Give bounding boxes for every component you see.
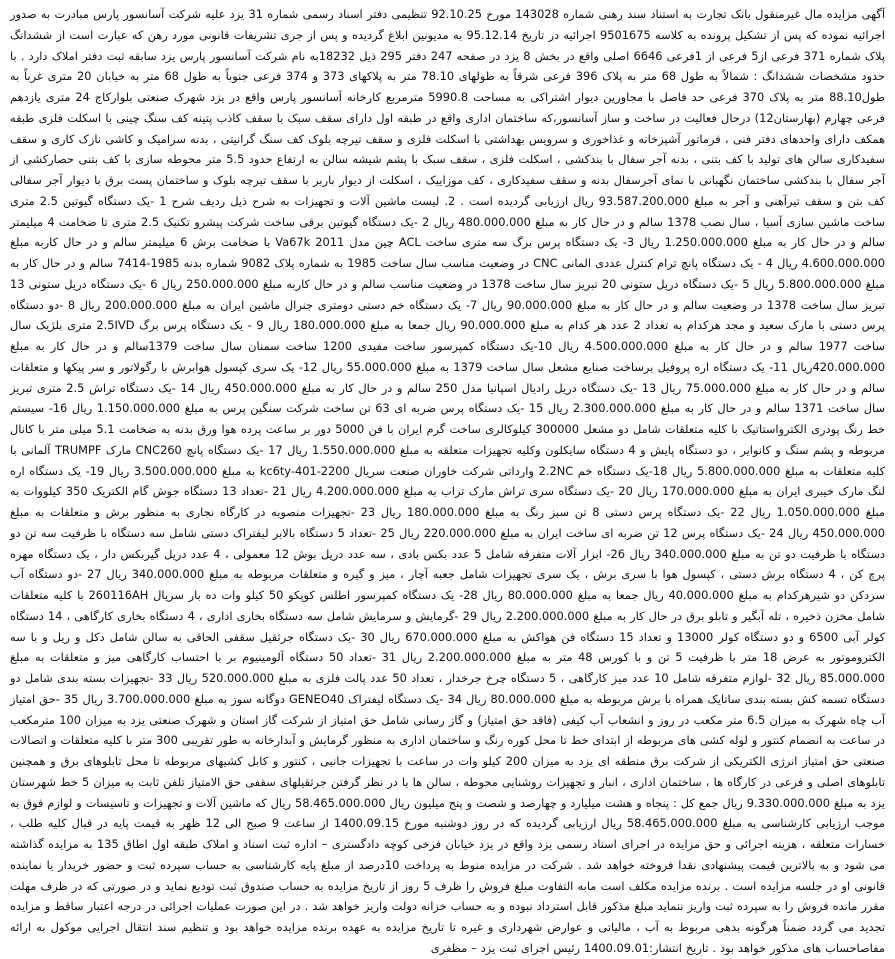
auction-notice-text: آگهی مزایده مال غیرمنقول بانک تجارت به استناد سند رهنی شماره 143028 مورخ 92.10.25 تنظیمی دفتر اسناد رسمی شماره 31 یزد علیه شرکت آسانسور پارس مبادرت به صدور اجرائیه نموده که پس از تشکیل پرونده به کلاسه 9501675 اجرائیه در تاریخ 95.12.14 به مدیونین ابلاغ گردیده و پس از جری تشریفات قانونی مورد رهن که عبارت است از ششدانگ پلاک شماره 371 فرعی از5 فرعی از 1فرعی 6646 اصلی واقع در بخش 8 یزد در صفحه 247 دفتر 295 ذیل 18232به نام شرکت آسانسور پارس یزد سابقه ثبت دفتر املاک دارد . با حدود مشخصات ششدانگ : شمالاً به طول 68 متر به پلاک 396 فرعی شرقاً به طولهای 78.10 متر به پلاکهای 373 و 374 فرعی جنوباً به طول 68 متر به خیابان 20 متری غرباً به طول88.10 متر به پلاک 370 فرعی حد فاصل با مجاورین دیوار اشتراکی به مساحت 5990.8 مترمربع کارخانه آسانسور پارس واقع در یزد شهرک صنعتی بلوارکاج 24 متری یازدهم فرعی چهارم (بهارستان12) درحال فعالیت در ساخت و ساز آسانسور،که ساختمان اداری واقع در طبقه اول دارای سقف سبک با سقف کاذب پتینه کف سنگ چینی با اسکلت فلزی طبقه همکف دارای واحدهای دفتر فنی ، فرماتور آشپزخانه و غذاخوری و سرویس بهداشتی با اسکلت فلزی و سقف تیرچه بلوک کف سنگ گرانیتی ، بدنه سرامیک و کاشی نازک کاری و سقف سفیدکاری سالن های تولید با کف بتنی ، بدنه آجر سفال با بندکشی ، اسکلت فلزی ، سقف سبک با پشم شیشه سالن به ارتفاع حدود 5.5 متر محوطه سازی با کف بتنی حصارکشی از آجر سفال با بندکشی ساختمان نگهبانی با نمای آجرسفال بدنه و سقف سفیدکاری ، کف موزاییک ، اسکلت از دیوار باربر با سقف تیرچه بلوک و ساختمان پست برق با دیوار آجر سفالی کف بتن و سقف تیرآهنی و آجر به مبلغ 93.587.200.000 ریال ارزیابی گردیده است . 2. لیست ماشین آلات و تجهیزات به شرح ذیل ردیف شرح 1 -یک دستگاه گیوتین 2.5 متری ساخت ماشین سازی آسیا ، سال نصب 1378 سالم و در حال کار به مبلغ 480.000.000 ریال 2 -یک دستگاه گیوتین برقی ساخت شرکت پیشرو تکنیک 2.5 متری تا ضخامت 4 میلیمتر سالم و در حال کار به مبلغ 1.250.000.000 ریال 3- یک دستگاه پرس برگ سه متری ساخت ACL چین مدل Va67k 2011 با ضخامت برش 6 میلیمتر سالم و در حال کاربه مبلغ 4.600.000.000 ریال 4 - یک دستگاه پانچ ترام کنترل عددی المانی CNC در وضعیت مناسب سال ساخت 1985 به شماره پلاک 9082 شماره بدنه 1985-7414 سالم و در حال کار به مبلغ 5.800.000.000 ریال 5 -یک دستگاه دریل ستونی 20 تبریز سال ساخت 1378 در وضعیت مناسب سالم و در حال کاربه مبلغ 250.000.000 ریال 6 -یک دستگاه دریل ستونی 13 تبریز سال ساخت 1378 در وضعیت سالم و در حال کار به مبلغ 90.000.000 ریال 7- یک دستگاه خم دستی دومتری جنرال ماشین ایران به مبلغ 200.000.000 ریال 8 -دو دستگاه پرس دستی با مارک سعید و مجد هرکدام به تعداد 2 عدد هر کدام به مبلغ 90.000.000 ریال جمعا به مبلغ 180.000.000 ریال 9 - یک دستگاه پرس برگ 2.5IVD متری بلژیک سال ساخت 1977 سالم و در حال کار به مبلغ 4.500.000.000 ریال 10-یک دستگاه کمپرسور ساخت مفیدی 1200 ساخت سمنان سال ساخت 1379سالم و در حال کار به مبلغ 420.000.000ریال 11- یک دستگاه اره پروفیل برساخت صنایع مشعل سال ساخت 1379 به مبلغ 55.000.000 ریال 12- یک سری کپسول هوابرش با رگولاتور و سر پیکها و متعلقات سالم و در حال کار به مبلغ 75.000.000 ریال 13 -یک دستگاه دریل رادیال اسپانیا مدل 250 سالم و در حال کار به مبلغ 450.000.000 ریال 14 -یک دستگاه تراش 2.5 متری تبریز سال ساخت 1371 سالم و در حال کار به مبلغ 2.300.000.000 ریال 15 -یک دستگاه پرس ضربه ای 63 تن ساخت شرکت سنگین پرس به مبلغ 1.150.000.000 ریال 16- سیستم خط رنگ پودری الکترواستاتیک با کلیه متعلقات شامل دو مشعل 300000 کیلوکالری ساخت گرم ایران با فن 5000 دور بر ساعت پرده هوا ورق بدنه به ضخامت 5.1 میلی متر با کانال مربوطه و پشم سنگ و کانوایر ، دو دستگاه پایش و 4 دستگاه سایکلون وکلیه تجهیزات متعلقه به مبلغ 1.550.000.000 ریال 17 -یک دستگاه پانچ CNC260 مارک TRUMPF آلمانی با کلیه متعلقات به مبلغ 5.800.000.000 ریال 18-یک دستگاه خم 2.2NC وارداتی شرکت خاوران صنعت سریال kc6ty-401-2200 به مبلغ 3.500.000.000 ریال 19- یک دستگاه اره لنگ مارک خیبری ایران به مبلغ 170.000.000 ریال 20 -یک دستگاه سری تراش مارک تراب به مبلغ 4.200.000.000 ریال 21 -تعداد 13 دستگاه جوش گام الکتریک 350 کیلووات به مبلغ 1.050.000.000 ریال 22 -یک دستگاه پرس دستی 8 تن سبز رنگ به مبلغ 180.000.000 ریال 23 -تجهیزات منصوبه در کارگاه نجاری به منظور برش و متعلقات به مبلغ 450.000.000 ریال 24 -یک دستگاه پرس 12 تن ضربه ای ساخت ایران به مبلغ 220.000.000 ریال 25 -تعداد 5 دستگاه بالابر لیفتراک دستی شامل سه دستگاه با ظرفیت سه تن دو دستگاه با ظرفیت دو تن به مبلغ 340.000.000 ریال 26- ابزار آلات متفرقه شامل 5 عدد بکس بادی ، سه عدد دریل بوش 12 معمولی ، 4 عدد دریل گیربکس دار ، یک دستگاه مهره پرچ کن ، 4 دستگاه برش دستی ، کپسول هوا با سری برش ، یک سری تجهیزات شامل جعبه آچار ، میز و گیره و متعلقات مربوطه به مبلغ 340.000.000 ریال 27 -دو دستگاه آب سردکن دو شیرهرکدام به مبلغ 40.000.000 ریال جمعا به مبلغ 80.000.000 ریال 28- یک دستگاه کمپرسور اطلس کوپکو 50 کیلو وات ده بار سریال 260116AH با کلیه متعلقات شامل مخزن ذخیره ، تله آبگیر و تابلو برق در حال کار به مبلغ 2.200.000.000 ریال 29 -گرمایش و سرمایش شامل سه دستگاه بخاری اداری ، 4 دستگاه بخاری کارگاهی ، 14 دستگاه کولر آبی 6500 و دو دستگاه کولر 13000 و تعداد 15 دستگاه فن هواکش به مبلغ 670.000.000 ریال 30 -یک دستگاه جرثقیل سقفی الحاقی به سالن شامل دکل و ریل و با سه الکتروموتور به عرض 18 متر با ظرفیت 5 تن و با کورس 48 متر به مبلغ 2.200.000.000 ریال 31 -تعداد 50 دستگاه آلومینیوم بر با احتساب کارگاهی میز و متعلقات به مبلغ 85.000.000 ریال 32 -لوازم متفرقه شامل 10 عدد میز کارگاهی ، 5 دستگاه چرخ جرخدار ، تعداد 50 عدد پالت فلزی به مبلغ 520.000.000 ریال 33 -تجهیزات بسته بندی شامل دو دستگاه تسمه کش بسته بندی ساتایک همراه با برش مربوطه به مبلغ 80.000.000 ریال 34 -یک دستگاه لیفتراک GENEO40 دوگانه سوز به مبلغ 3.700.000.000 ریال 35 -حق امتیاز آب چاه شهرک به میزان 6.5 متر مکعب در روز و انشعاب آب کیفی (فاقد حق امتیاز) و گاز رسانی شامل حق امتیاز از شرکت گاز استان و شهرک صنعتی یزد به میزان 100 مترمکعب در ساعت به انضمام کنتور و لوله کشی های مربوطه از ابتدای خط تا محل کوره رنگ و ساختمان اداری به منظور گرمایش و آبدارخانه به طور تقریبی 300 متر با کلیه متعلقات و اتصالات صنعتی حق امتیاز انرژی الکتریکی از شرکت برق منطقه ای یزد به میزان 200 کیلو وات در ساعت با تجهیزات جانبی ، کنتور و کابل کشیهای مربوطه تا محل تابلوهای برق و همچنین تابلوهای اصلی و فرعی در کارگاه ها ، ساختمان اداری ، انبار و تجهیزات روشنایی محوطه ، سالن ها با در نظر گرفتن جرثقیلهای سقفی حق الامتیاز تلفن ثابت به میزان 5 خط شهرستان یزد به مبلغ 9.330.000.000 ریال جمع کل : پنجاه و هشت میلیارد و چهارصد و شصت و پنج میلیون ریال 58.465.000.000 ریال که ماشین آلات و تجهیزات و تاسیسات و لوازم فوق به موجب ارزیابی کارشناسی به مبلغ 58.465.000.000 ریال ارزیابی گردیده که در روز دوشنبه مورخ 1400.09.15 از ساعت 9 صبح الی 12 ظهر به قیمت پایه در قبال کلیه طلب ، خسارات متعلقه ، هزینه اجرائی و حق مزایده در اجرای اسناد رسمی یزد واقع در یزد خیابان فرخی کوچه دادگستری – اداره ثبت اسناد و املاک طبقه اول اطاق 135 به مزایده گذاشته می شود و به بالاترین قیمت پیشنهادی نقدا فروخته خواهد شد . شرکت در مزایده منوط به پرداخت 10درصد از مبلغ پایه کارشناسی به حساب سپرده ثبت و حضور خریدار یا نماینده قانونی او در جلسه مزایده است . برنده مزایده مکلف است مابه التفاوت مبلغ فروش را ظرف 5 روز از تاریخ مزایده به حساب صندوق ثبت تودیع نماید و در صورتی که در ظرف مهلت مقرر مانده فروش را به سپرده ثبت واریز ننماید مبلغ مذکور قابل استرداد نبوده و به حساب خزانه دولت واریز خواهد شد . در این صورت عملیات اجرائی در درجه اعتبار ساقط و مزایده تجدید می گردد ضمناً هرگونه بدهی مربوط به آب ، مالیاتی و عوارض شهرداری و غیره تا تاریخ مزایده به عهده برنده مزایده خواهد بود و تنظیم سند انتقال اجرایی موکول به ارائه مفاصاحساب های مذکور خواهد بود . تاریخ انتشار:1400.09.01 رئیس اجرای ثبت یزد – مظفری	[10, 7, 886, 955]
